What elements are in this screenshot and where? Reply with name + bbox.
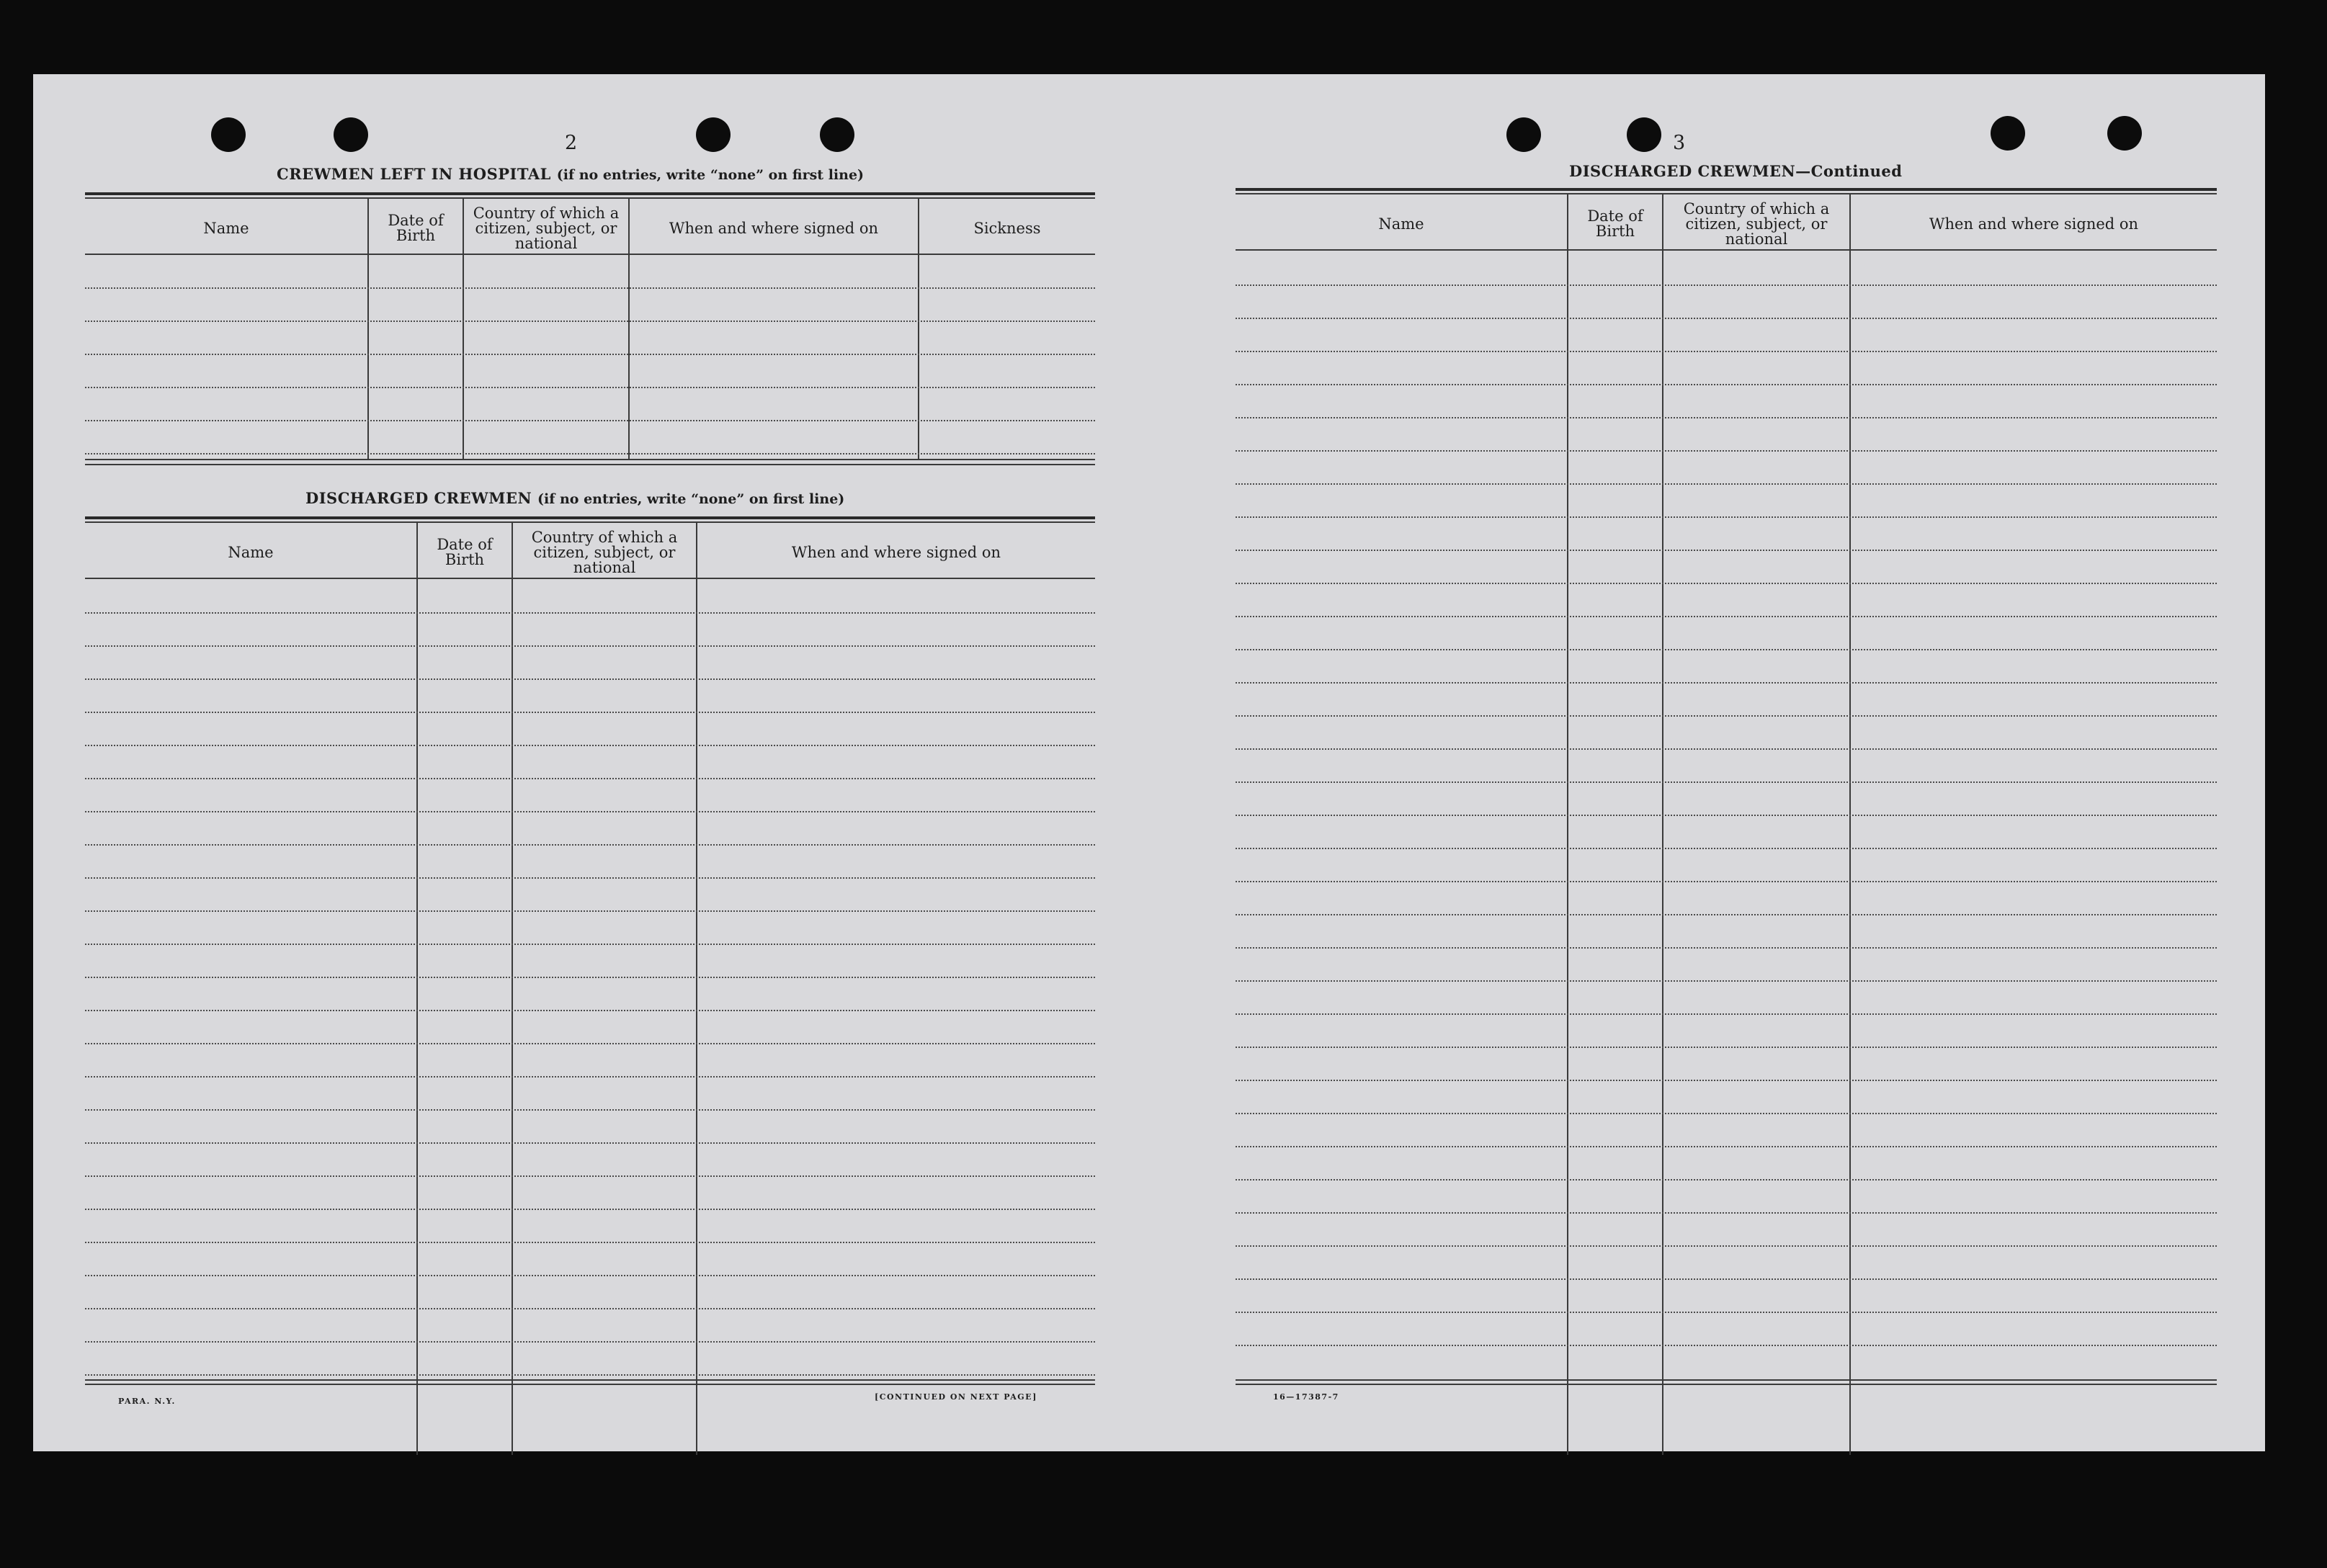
rule (1236, 249, 2217, 251)
entry-line (85, 1175, 1095, 1177)
entry-line (1236, 1212, 2217, 1214)
entry-line (85, 1242, 1095, 1243)
hospital-title-text: CREWMEN LEFT IN HOSPITAL (277, 165, 551, 183)
column-divider (1567, 193, 1568, 1455)
rule (85, 1384, 1095, 1385)
column-divider (696, 521, 697, 1455)
left-page (33, 74, 1184, 1451)
entry-line (1236, 583, 2217, 584)
entry-line (85, 1142, 1095, 1144)
hospital-title-note: (if no entries, write “none” on first line) (556, 167, 865, 183)
entry-line (1236, 285, 2217, 286)
entry-line (1236, 748, 2217, 750)
continued-section-title: DISCHARGED CREWMEN—Continued (1569, 162, 1903, 180)
column-header-sickness: Sickness (973, 219, 1041, 237)
entry-line (1236, 318, 2217, 319)
entry-line (1236, 483, 2217, 485)
entry-line (1236, 1013, 2217, 1015)
entry-line (1236, 384, 2217, 385)
entry-line (1236, 450, 2217, 452)
entry-line (1236, 815, 2217, 816)
entry-line (85, 1275, 1095, 1276)
entry-line (85, 453, 1095, 454)
column-divider (512, 521, 513, 1455)
punch-hole-icon (2107, 116, 2142, 151)
punch-hole-icon (820, 117, 854, 152)
entry-line (85, 1308, 1095, 1309)
entry-line (1236, 1312, 2217, 1313)
entry-line (85, 944, 1095, 945)
rule (1236, 188, 2217, 191)
rule (85, 516, 1095, 519)
entry-line (85, 778, 1095, 779)
entry-line (85, 645, 1095, 647)
entry-line (1236, 848, 2217, 849)
rule (85, 254, 1095, 255)
entry-line (85, 387, 1095, 388)
entry-line (1236, 550, 2217, 551)
punch-hole-icon (1627, 117, 1661, 152)
rule (85, 1379, 1095, 1381)
column-header-date-of-birth: Date of Birth (388, 212, 444, 244)
entry-line (1236, 715, 2217, 717)
entry-line (1236, 351, 2217, 352)
rule (85, 578, 1095, 579)
entry-line (85, 354, 1095, 355)
column-header-date-of-birth: Date of Birth (1587, 207, 1643, 240)
entry-line (1236, 914, 2217, 915)
punch-hole-icon (696, 117, 731, 152)
punch-hole-icon (1991, 116, 2025, 151)
entry-line (1236, 1146, 2217, 1147)
column-header-signed-on: When and where signed on (1929, 215, 2139, 233)
entry-line (1236, 1113, 2217, 1114)
column-divider (1849, 193, 1851, 1455)
entry-line (85, 910, 1095, 912)
rule (1236, 193, 2217, 194)
entry-line (1236, 1245, 2217, 1247)
column-header-signed-on: When and where signed on (791, 543, 1001, 561)
right-page (1184, 74, 2265, 1451)
entry-line (85, 1209, 1095, 1210)
rule (1236, 1379, 2217, 1381)
rule (1236, 1384, 2217, 1385)
punch-hole-icon (334, 117, 368, 152)
column-header-country: Country of which a citizen, subject, or national (531, 528, 678, 576)
column-divider (1662, 193, 1663, 1455)
column-header-name: Name (1378, 215, 1424, 233)
entry-line (1236, 1080, 2217, 1081)
discharged-title-text: DISCHARGED CREWMEN (305, 489, 532, 507)
form-number: 16—17387-7 (1273, 1392, 1339, 1402)
entry-line (85, 1043, 1095, 1044)
rule (85, 197, 1095, 199)
entry-line (85, 877, 1095, 879)
column-header-country: Country of which a citizen, subject, or national (473, 204, 620, 252)
entry-line (1236, 616, 2217, 617)
entry-line (85, 420, 1095, 421)
entry-line (85, 1374, 1095, 1376)
entry-line (85, 1109, 1095, 1111)
entry-line (1236, 1179, 2217, 1181)
entry-line (85, 678, 1095, 680)
entry-line (85, 712, 1095, 713)
punch-hole-icon (1506, 117, 1541, 152)
column-header-name: Name (203, 219, 249, 237)
column-header-date-of-birth: Date of Birth (437, 536, 493, 568)
discharged-section-title (305, 489, 844, 507)
page-number: 3 (1673, 132, 1686, 154)
entry-line (1236, 682, 2217, 684)
rule (85, 464, 1095, 465)
entry-line (1236, 980, 2217, 982)
entry-line (85, 844, 1095, 846)
discharged-title-note: (if no entries, write “none” on first line) (537, 491, 845, 507)
form-sheet (33, 74, 2265, 1451)
entry-line (1236, 649, 2217, 650)
continued-note: [CONTINUED ON NEXT PAGE] (875, 1392, 1037, 1402)
hospital-section-title (277, 165, 864, 183)
column-divider (416, 521, 418, 1455)
entry-line (85, 1341, 1095, 1343)
entry-line (1236, 881, 2217, 882)
entry-line (1236, 417, 2217, 418)
entry-line (1236, 1345, 2217, 1346)
entry-line (85, 1076, 1095, 1078)
page-number: 2 (565, 132, 578, 154)
entry-line (1236, 1278, 2217, 1280)
entry-line (85, 287, 1095, 289)
entry-line (1236, 947, 2217, 949)
entry-line (1236, 1047, 2217, 1048)
rule (85, 521, 1095, 523)
rule (85, 192, 1095, 195)
entry-line (85, 1010, 1095, 1011)
entry-line (1236, 516, 2217, 518)
entry-line (85, 321, 1095, 322)
rule (85, 459, 1095, 460)
column-header-name: Name (228, 543, 274, 561)
punch-hole-icon (211, 117, 246, 152)
entry-line (1236, 781, 2217, 783)
entry-line (85, 745, 1095, 746)
column-header-country: Country of which a citizen, subject, or national (1683, 200, 1830, 248)
entry-line (85, 811, 1095, 812)
entry-line (85, 612, 1095, 614)
printer-mark: PARA. N.Y. (118, 1397, 176, 1406)
entry-line (85, 977, 1095, 978)
column-header-signed-on: When and where signed on (669, 219, 879, 237)
